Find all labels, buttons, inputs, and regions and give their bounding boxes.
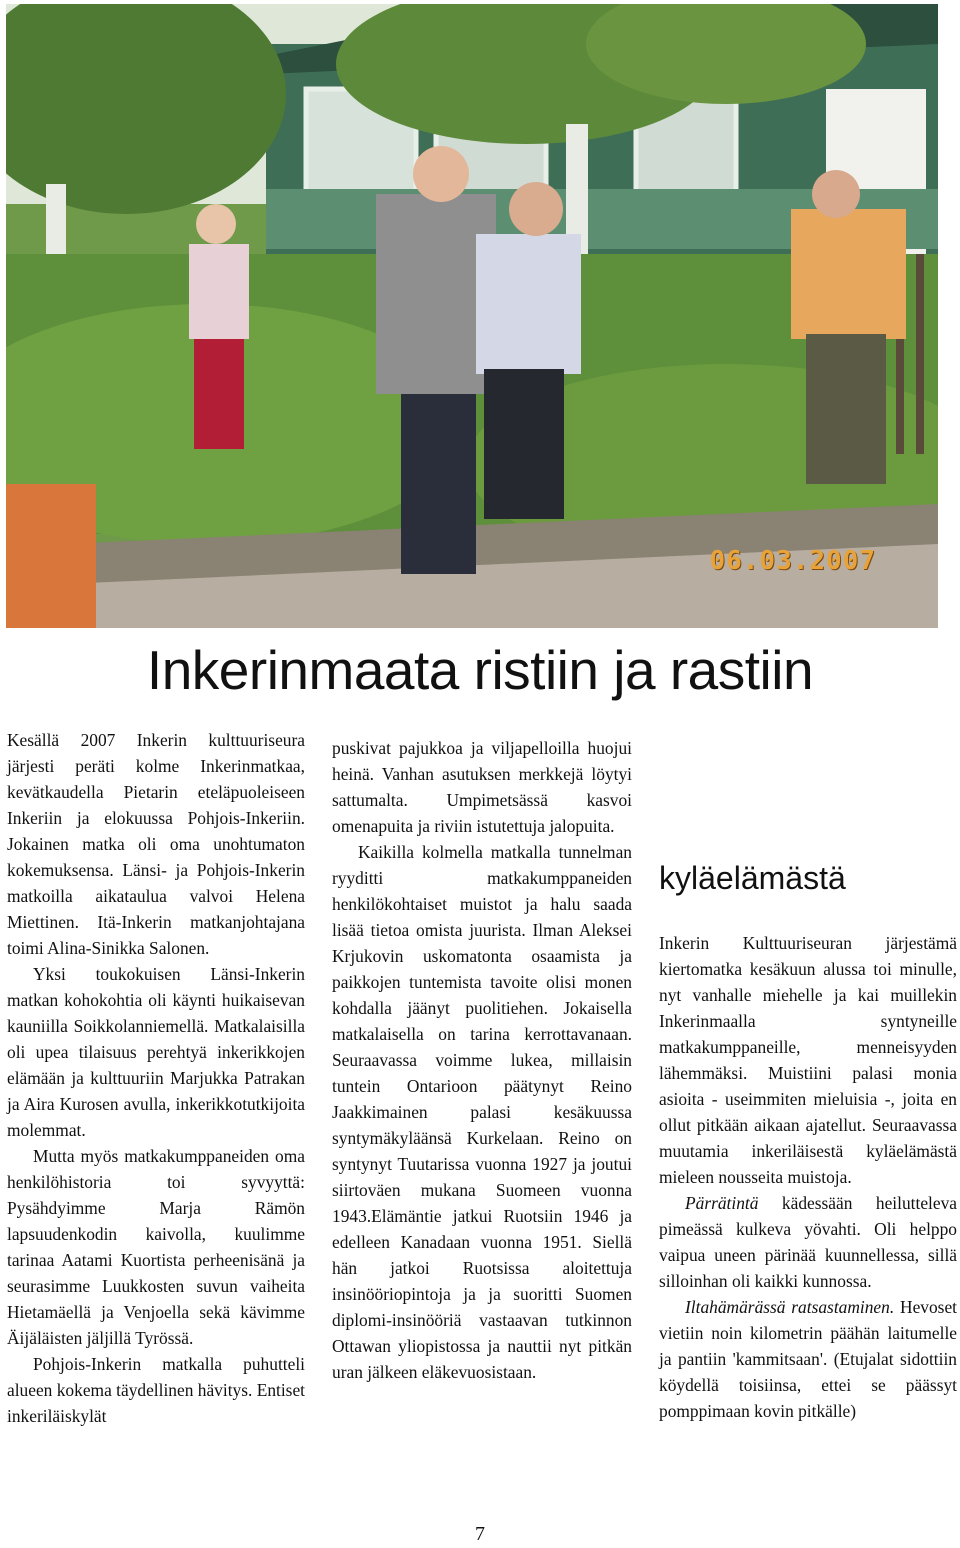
article-column-2 — [332, 735, 632, 1385]
paragraph: Pohjois-Inkerin matkalla puhutteli alueen kokema täydellinen hävitys. Entiset inkeriläiskylät — [7, 1354, 305, 1426]
paragraph: Kaikilla kolmella matkalla tunnelman ryyditti matkakumppaneiden henkilökohtaiset muistot ja halu saada lisää tietoa omista juurista. Ilman Aleksei Krjukovin uskomatonta osaamista ja paikkojen tuntemista tavoite olisi monen kohdalla jäänyt puolitiehen. Jokaisella matkalaisella on tarina kerrottavanaan. Seuraavassa voimme lukea, millaisin tuntein Ontarioon päätynyt Reino Jaakkimainen palasi kesäkuussa syntymäkyläänsä Kurkelaan. Reino on syntynyt Tuutarissa vuonna 1927 ja joutui siirtoväen mukana Suomeen vuonna 1943.Elämäntie jatkui Ruotsiin 1946 ja edelleen Kanadaan vuonna 1951. Siellä hän jatkoi Ruotsissa aloitettuja insinööriopintoja ja ja suoritti Suomen diplomi-insinööriä vastaavan tutkinnon Ottawan yliopistossa ja nauttii nyt pitkän uran jälkeen eläkevuosistaan. — [332, 842, 632, 1382]
photo-illustration — [6, 4, 938, 628]
photo-date-stamp: 06.03.2007 — [709, 546, 876, 576]
paragraph: Inkerin Kulttuuriseuran järjestämä kiertomatka kesäkuun alussa toi minulle, nyt vanhalle miehelle ja kai muillekin Inkerinmaalla syntyneille matkakumppaneille, menneisyyden lähemmäksi. Muistiini palasi monia asioita - useimmiten mieluisia -, joita en ollut pitkään aikaan ajatellut. Seuraavassa muutamia inkeriläisestä kyläelämästä mieleen nousseita muistoja. — [659, 933, 957, 1187]
article-column-1 — [7, 727, 305, 1429]
page-number: 7 — [475, 1523, 485, 1545]
emphasis-text: Pärrätintä — [685, 1193, 759, 1213]
paragraph: Mutta myös matkakumppaneiden oma henkilöhistoria toi syvyyttä: Pysähdyimme Marja Rämön lapsuudenkodin kaivolla, kuulimme tarinaa Aatami Kuortista perheenisänä ja seurasimme Luukkosten suvun vaiheita Hietamäellä ja Venjoella sekä kävimme Äijäläisten jäljillä Tyrössä. — [7, 1146, 305, 1348]
sidebar-column — [659, 930, 957, 1424]
sidebar-heading: kyläelämästä — [659, 860, 846, 896]
paragraph: Kesällä 2007 Inkerin kulttuuriseura järjesti peräti kolme Inkerinmatkaa, kevätkaudella Pietarin eteläpuoleiseen Inkeriin ja elokuussa Pohjois-Inkeriin. Jokainen matka oli oma unohtumaton kokemuksensa. Länsi- ja Pohjois-Inkerin matkoilla aikataulua valvoi Helena Miettinen. Itä-Inkerin matkanjohtajana toimi Alina-Sinikka Salonen. — [7, 730, 305, 958]
paragraph — [659, 1294, 957, 1424]
paragraph — [659, 1190, 957, 1294]
article-photo — [6, 4, 938, 628]
emphasis-text: Iltahämärässä ratsastaminen. — [685, 1297, 895, 1317]
paragraph: puskivat pajukkoa ja viljapelloilla huojui heinä. Vanhan asutuksen merkkejä löytyi sattumalta. Umpimetsässä kasvoi omenapuita ja riviin istutettuja jalopuita. — [332, 738, 632, 836]
paragraph: Yksi toukokuisen Länsi-Inkerin matkan kohokohtia oli käynti huikaisevan kauniilla Soikkolanniemellä. Matkalaisilla oli upea tilaisuus perehtyä inkerikkojen elämään ja kulttuuriin Marjukka Patrakan ja Aira Kurosen avulla, inkerikkotutkijoita molemmat. — [7, 964, 305, 1140]
paragraph-text: kädessään heilutteleva pimeässä kulkeva yövahti. Oli helppo vaipua uneen pärinää kuunnellessa, sillä silloinhan oli kaikki kunnossa. — [659, 1193, 957, 1291]
article-title: Inkerinmaata ristiin ja rastiin — [146, 639, 814, 701]
paragraph-text: Hevoset vietiin noin kilometrin päähän laitumelle ja pantiin 'kammitsaan'. (Etujalat sidottiin köydellä toisiinsa, ettei se päässyt pomppimaan kovin pitkälle) — [659, 1297, 957, 1421]
